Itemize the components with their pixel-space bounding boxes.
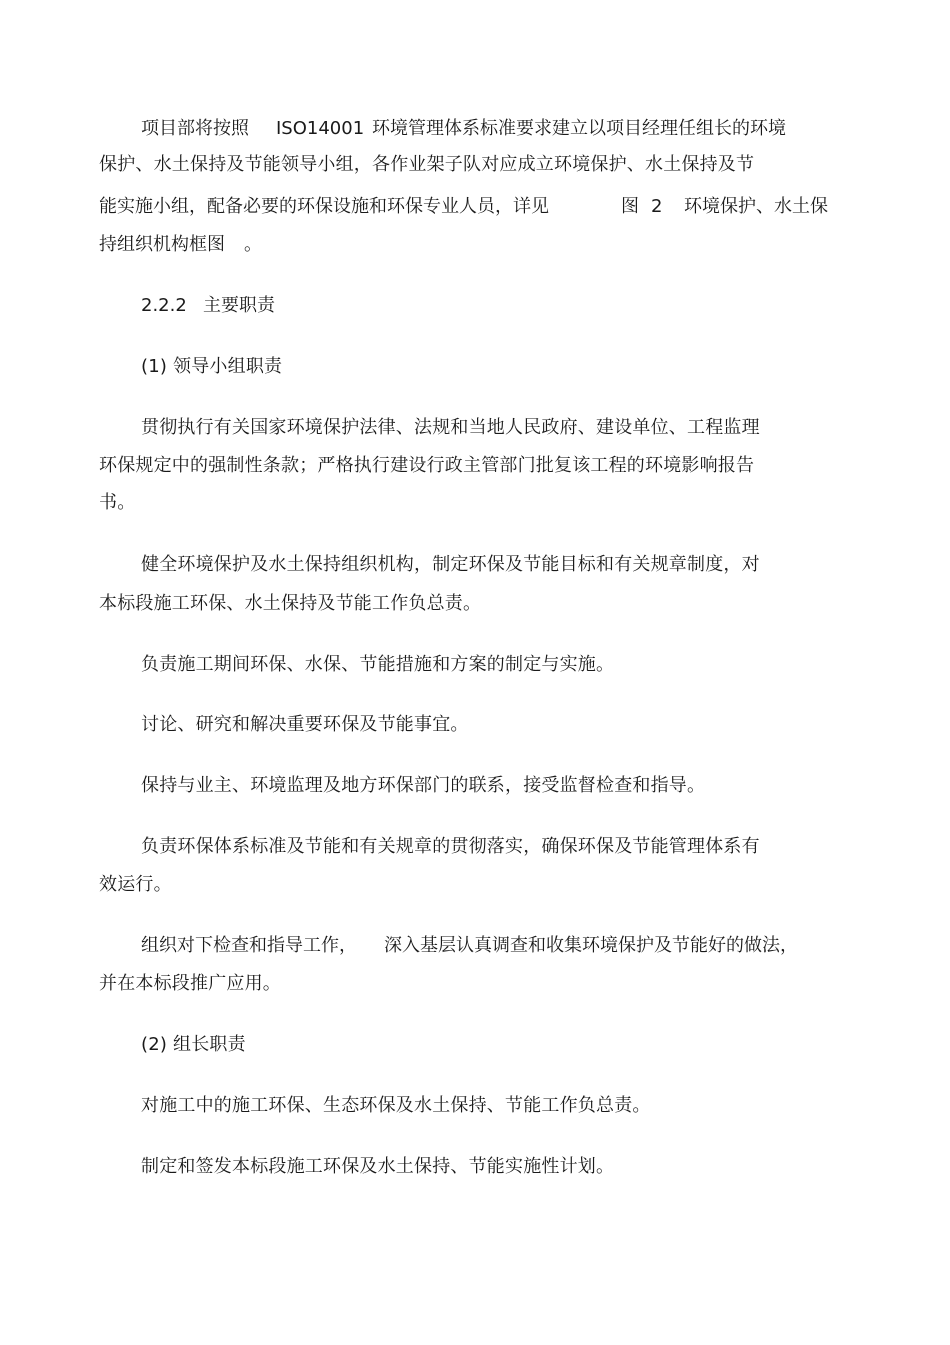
subsection-heading-1: (1) 领导小组职责 (141, 356, 283, 377)
p1-line2: 环保规定中的强制性条款；严格执行建设行政主管部门批复该工程的环境影响报告 (99, 455, 755, 476)
intro-line3-figure-number: 2 (651, 196, 663, 217)
p2-line2: 本标段施工环保、水土保持及节能工作负总责。 (99, 593, 482, 614)
intro-line3-figure-label: 图 (621, 196, 639, 217)
p2-line1: 健全环境保护及水土保持组织机构，制定环保及节能目标和有关规章制度，对 (141, 554, 760, 575)
intro-line4-part1: 持组织机构框图 (99, 234, 225, 255)
section-title: 主要职责 (203, 295, 275, 316)
intro-line3-part4: 环境保护、水土保 (684, 196, 828, 217)
p1-line1: 贯彻执行有关国家环境保护法律、法规和当地人民政府、建设单位、工程监理 (141, 417, 760, 438)
p5: 保持与业主、环境监理及地方环保部门的联系，接受监督检查和指导。 (141, 775, 706, 796)
p6-line1: 负责环保体系标准及节能和有关规章的贯彻落实，确保环保及节能管理体系有 (141, 836, 760, 857)
intro-line1-part3: 环境管理体系标准要求建立以项目经理任组长的环境 (372, 118, 786, 139)
intro-line4-period: 。 (244, 234, 262, 255)
section-number: 2.2.2 (141, 295, 187, 316)
p8: 对施工中的施工环保、生态环保及水土保持、节能工作负总责。 (141, 1095, 651, 1116)
p7-line1-part2: 深入基层认真调查和收集环境保护及节能好的做法， (384, 935, 798, 956)
intro-line3-part1: 能实施小组，配备必要的环保设施和环保专业人员，详见 (99, 196, 549, 217)
intro-line2: 保护、水土保持及节能领导小组，各作业架子队对应成立环境保护、水土保持及节 (99, 154, 755, 175)
p3: 负责施工期间环保、水保、节能措施和方案的制定与实施。 (141, 654, 615, 675)
subsection-heading-2: (2) 组长职责 (141, 1034, 246, 1055)
p9: 制定和签发本标段施工环保及水土保持、节能实施性计划。 (141, 1156, 615, 1177)
p6-line2: 效运行。 (99, 874, 172, 895)
p7-line2: 并在本标段推广应用。 (99, 973, 281, 994)
p4: 讨论、研究和解决重要环保及节能事宜。 (141, 714, 469, 735)
p7-line1-part1: 组织对下检查和指导工作， (141, 935, 357, 956)
intro-line1-part1: 项目部将按照 (141, 118, 249, 139)
intro-line1-standard: ISO14001 (276, 118, 365, 139)
p1-line3: 书。 (99, 492, 136, 513)
